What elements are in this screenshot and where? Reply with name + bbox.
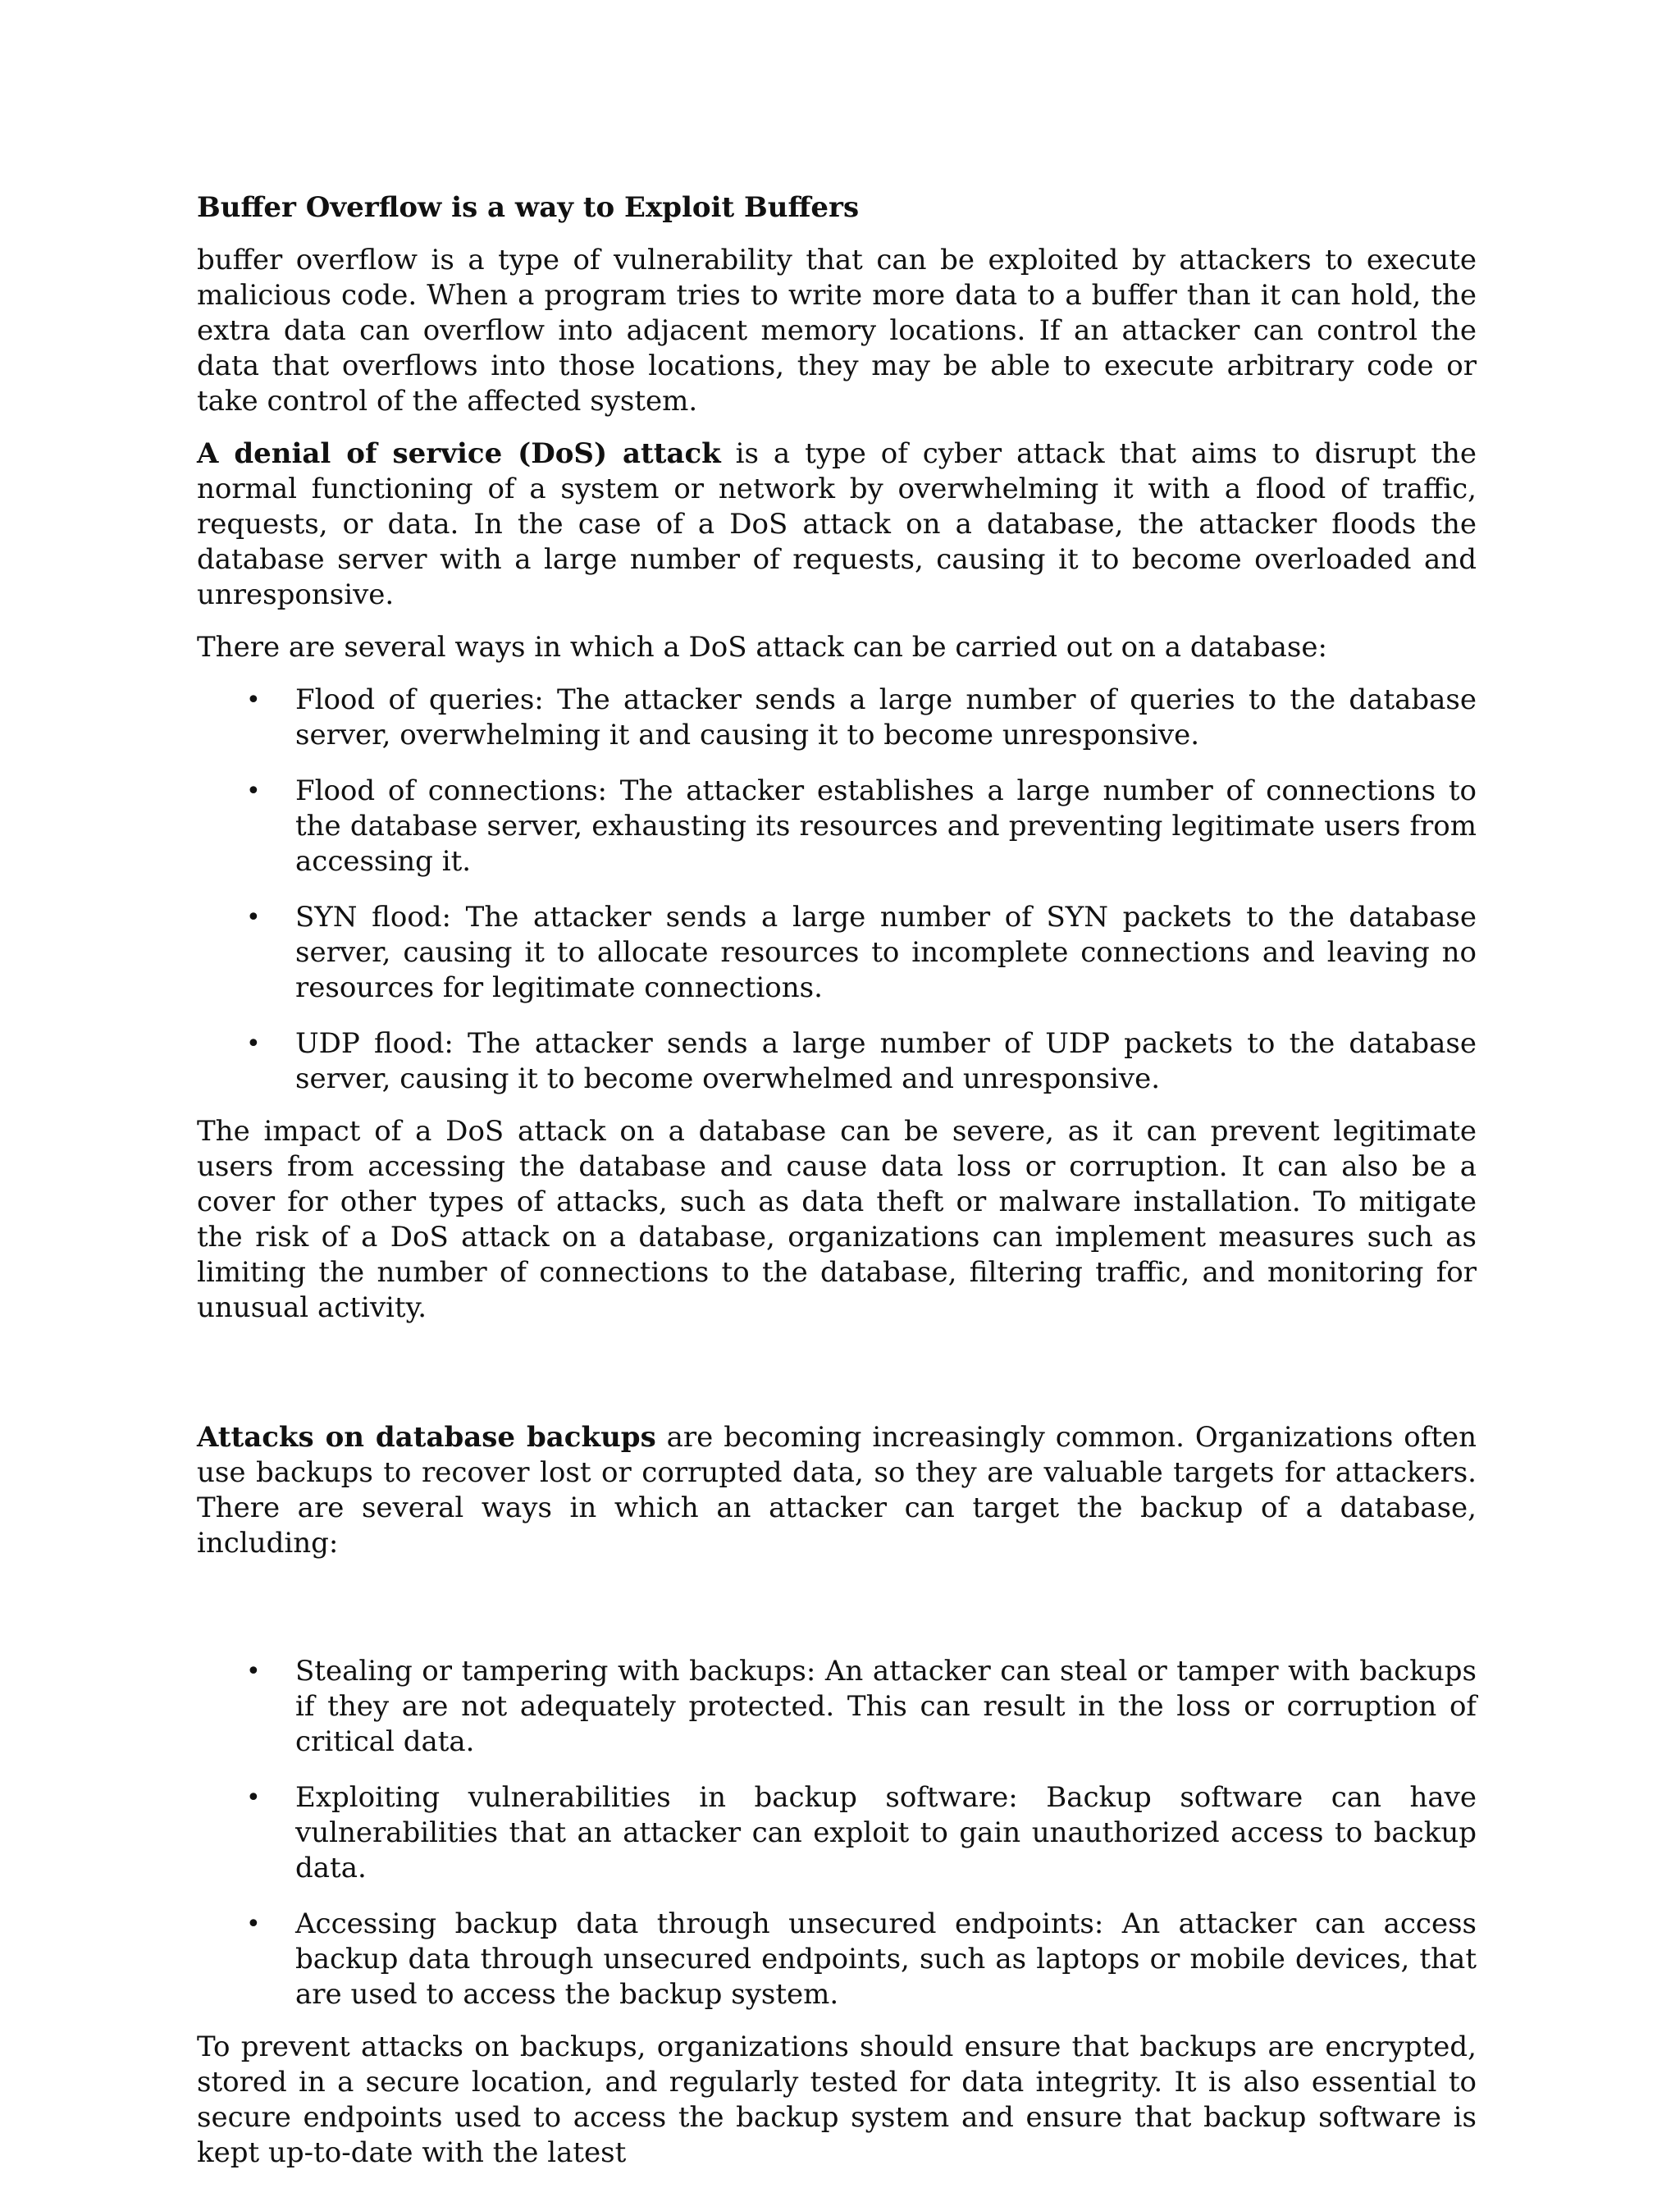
list-item — [197, 1907, 1477, 2012]
buffer-overflow-paragraph: buffer overflow is a type of vulnerability that can be exploited by attackers to execute malicious code. When a program tries to write more data to a buffer than it can hold, the extra data can overflow into adjacent memory locations. If an attacker can control the data that overflows into those locations, they may be able to execute arbitrary code or take control of the affected system. — [197, 244, 1477, 418]
list-item-text: Accessing backup data through unsecured endpoints: An attacker can access backup data through unsecured endpoints, such as laptops or mobile devices, that are used to access the backup system. — [295, 1907, 1477, 2011]
dos-term: A denial of service (DoS) attack — [197, 437, 721, 470]
list-item-text: UDP flood: The attacker sends a large number of UDP packets to the database server, causing it to become overwhelmed and unresponsive. — [295, 1027, 1477, 1095]
list-item — [197, 1780, 1477, 1886]
list-item — [197, 774, 1477, 879]
bullet-icon: • — [246, 903, 261, 932]
bullet-icon: • — [246, 1910, 261, 1939]
bullet-icon: • — [246, 686, 261, 715]
section-spacer — [197, 1343, 1477, 1420]
backups-definition: are becoming increasingly common. Organizations often use backups to recover lost or corrupted data, so they are valuable targets for attackers. There are several ways in which an attacker can target the backup of a database, including: — [197, 1421, 1477, 1560]
list-item-text: Flood of connections: The attacker establishes a large number of connections to the database server, exhausting its resources and preventing legitimate users from accessing it. — [295, 774, 1477, 878]
backups-conclusion-paragraph: To prevent attacks on backups, organizations should ensure that backups are encrypted, stored in a secure location, and regularly tested for data integrity. It is also essential to secure endpoints used to access the backup system and ensure that backup software is kept up-to-date with the latest — [197, 2030, 1477, 2169]
list-item-text: Flood of queries: The attacker sends a large number of queries to the database server, overwhelming it and causing it to become unresponsive. — [295, 683, 1477, 751]
dos-definition: is a type of cyber attack that aims to disrupt the normal functioning of a system or network by overwhelming it with a flood of traffic, requests, or data. In the case of a DoS attack on a database, the attacker floods the database server with a large number of requests, causing it to become overloaded and unresponsive. — [197, 437, 1477, 611]
dos-impact-paragraph: The impact of a DoS attack on a database can be severe, as it can prevent legitimate users from accessing the database and cause data loss or corruption. It can also be a cover for other types of attacks, such as data theft or malware installation. To mitigate the risk of a DoS attack on a database, organizations can implement measures such as limiting the number of connections to the database, filtering traffic, and monitoring for unusual activity. — [197, 1115, 1477, 1324]
section-heading: Buffer Overflow is a way to Exploit Buffers — [197, 191, 860, 224]
backups-term: Attacks on database backups — [197, 1421, 656, 1454]
bullet-icon: • — [246, 1657, 261, 1686]
dos-paragraph — [197, 436, 1477, 613]
document-page — [197, 190, 1477, 2188]
bullet-icon: • — [246, 1030, 261, 1058]
backup-attacks-list — [197, 1654, 1477, 2012]
list-item-text: Exploiting vulnerabilities in backup software: Backup software can have vulnerabilities that an attacker can exploit to gain unauthorized access to backup data. — [295, 1781, 1477, 1884]
list-item — [197, 900, 1477, 1006]
dos-methods-list — [197, 683, 1477, 1097]
list-item — [197, 1654, 1477, 1760]
section-spacer — [197, 1578, 1477, 1654]
bullet-icon: • — [246, 1784, 261, 1812]
list-item-text: Stealing or tampering with backups: An attacker can steal or tamper with backups if they are not adequately protected. This can result in the loss or corruption of critical data. — [295, 1655, 1477, 1758]
list-item-text: SYN flood: The attacker sends a large number of SYN packets to the database server, causing it to allocate resources to incomplete connections and leaving no resources for legitimate connections. — [295, 901, 1477, 1004]
bullet-icon: • — [246, 777, 261, 806]
backups-paragraph — [197, 1420, 1477, 1561]
list-item — [197, 1026, 1477, 1097]
dos-intro-paragraph: There are several ways in which a DoS attack can be carried out on a database: — [197, 631, 1327, 664]
list-item — [197, 683, 1477, 753]
